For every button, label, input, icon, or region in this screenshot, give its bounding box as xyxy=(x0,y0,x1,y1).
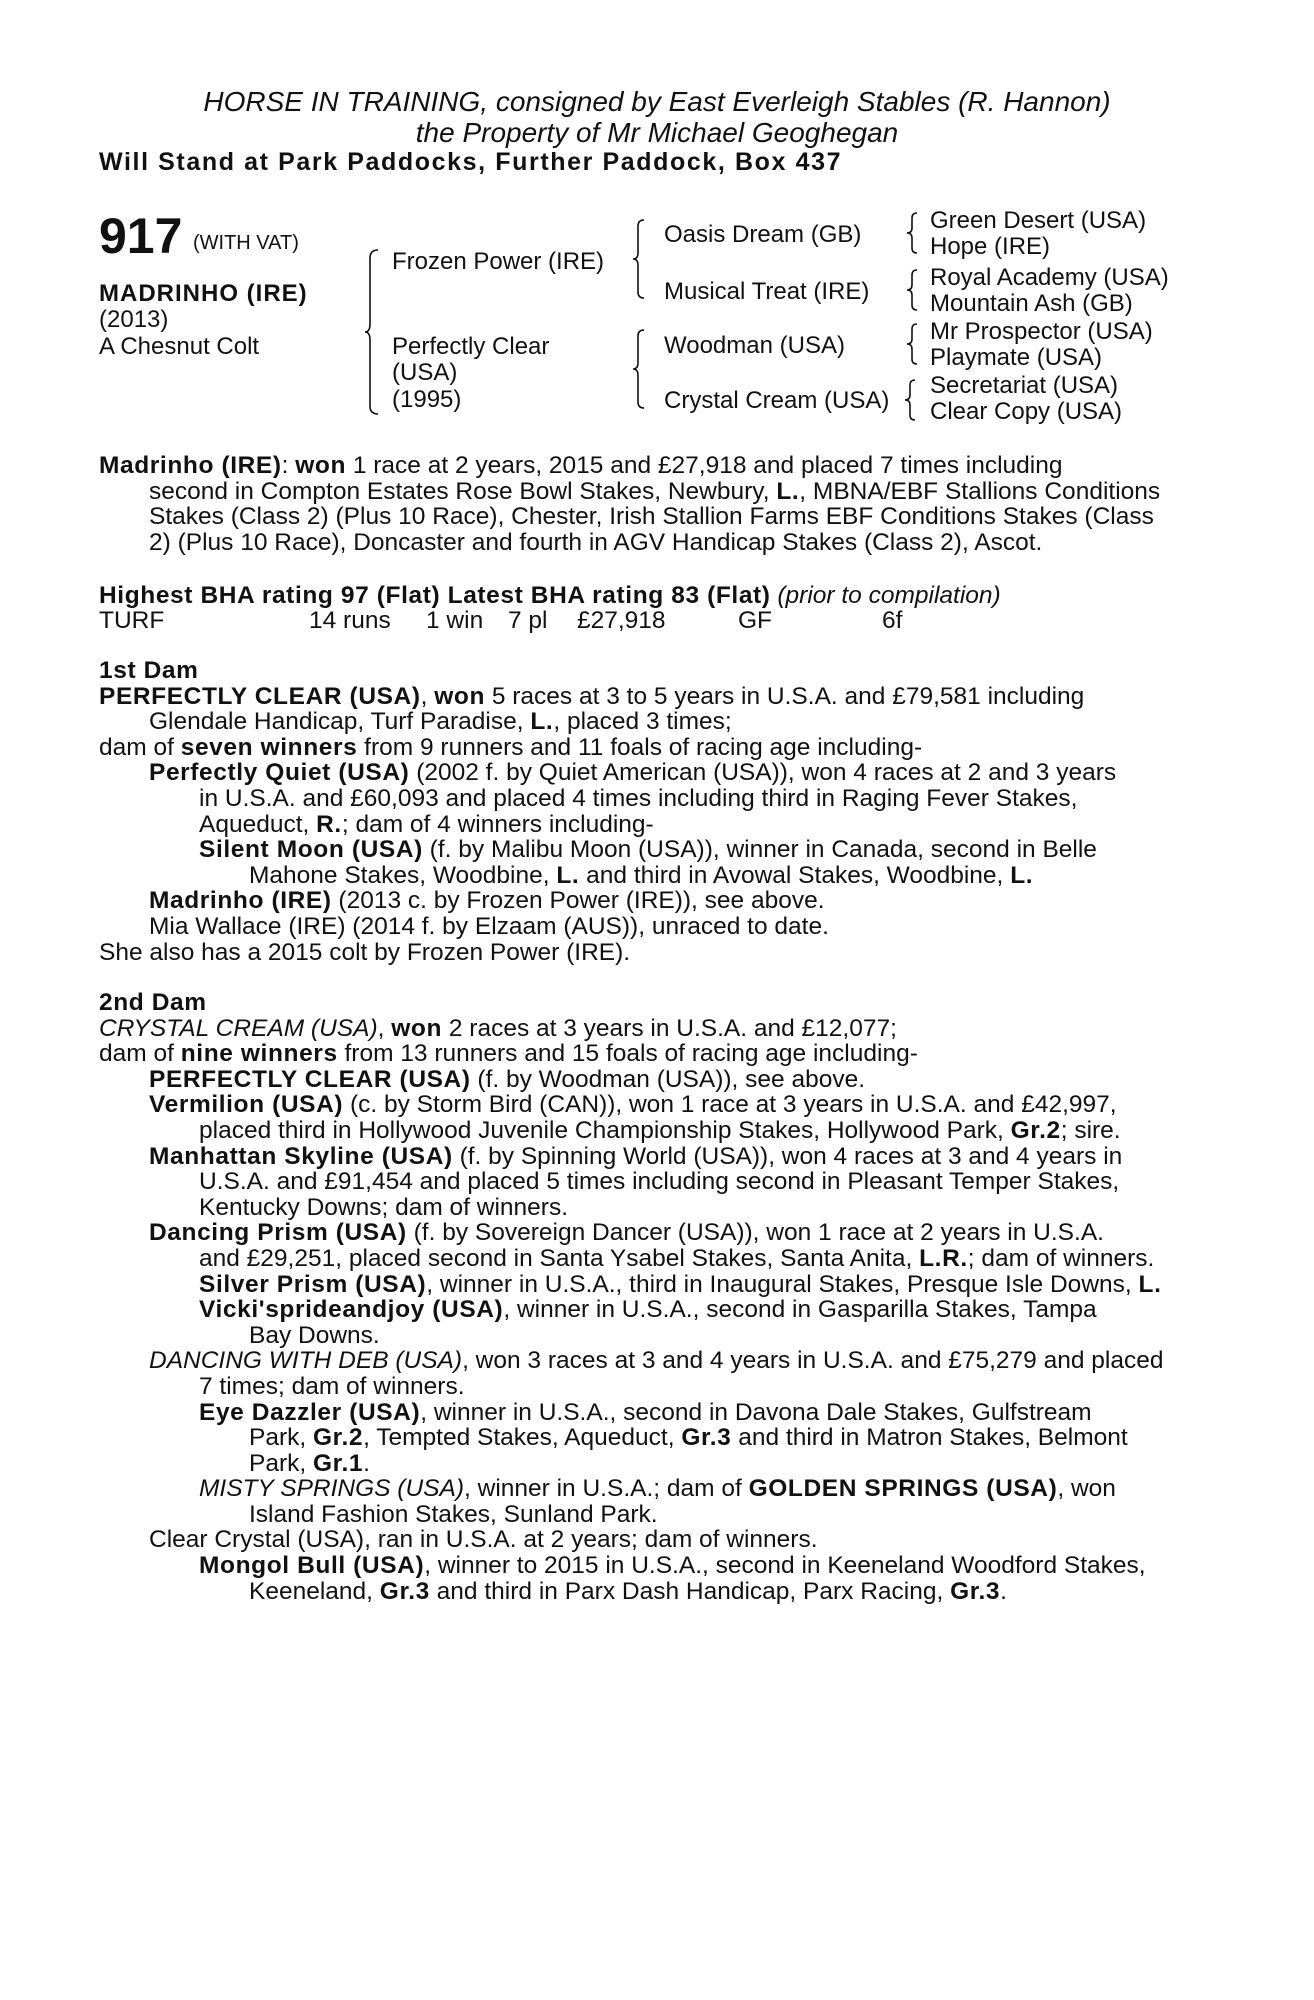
section-heading: 2nd Dam xyxy=(99,989,207,1016)
produce-line: Dancing Prism (USA) (f. by Sovereign Dancer (USA)), won 1 race at 2 years in U.S.A. xyxy=(149,1219,1104,1247)
dam-line: Glendale Handicap, Turf Paradise, L., placed 3 times; xyxy=(149,708,732,736)
horse-description: A Chesnut Colt xyxy=(99,333,260,360)
record-runs: 14 runs xyxy=(309,607,391,634)
summary-line: Stakes (Class 2) (Plus 10 Race), Chester, Irish Stallion Farms EBF Conditions Stakes (Class xyxy=(149,503,1154,531)
record-distance: 6f xyxy=(882,607,903,634)
dam-line: PERFECTLY CLEAR (USA), won 5 races at 3 to 5 years in U.S.A. and £79,581 including xyxy=(99,682,1085,710)
produce-line: Silver Prism (USA), winner in U.S.A., third in Inaugural Stakes, Presque Isle Downs, L. xyxy=(199,1270,1162,1298)
pedigree-brace-dam xyxy=(632,328,648,410)
produce-line: placed third in Hollywood Juvenile Championship Stakes, Hollywood Park, Gr.2; sire. xyxy=(199,1116,1121,1144)
pedigree-sds: Royal Academy (USA) xyxy=(930,264,1169,291)
pedigree-dss: Mr Prospector (USA) xyxy=(930,318,1153,345)
produce-line: Vicki'sprideandjoy (USA), winner in U.S.A., second in Gasparilla Stakes, Tampa xyxy=(199,1296,1097,1324)
pedigree-dam: Perfectly Clear xyxy=(392,333,550,360)
owner-line: the Property of Mr Michael Geoghegan xyxy=(415,117,899,148)
pedigree-dam-year: (1995) xyxy=(392,386,462,413)
produce-line: Mia Wallace (IRE) (2014 f. by Elzaam (AUS)), unraced to date. xyxy=(149,912,829,940)
produce-line: PERFECTLY CLEAR (USA) (f. by Woodman (USA)), see above. xyxy=(149,1065,866,1093)
catalogue-heading: HORSE IN TRAINING, consigned by East Everleigh Stables (R. Hannon) xyxy=(203,86,1111,117)
record-going: GF xyxy=(738,607,773,634)
section-heading: 1st Dam xyxy=(99,657,199,684)
produce-line: Mahone Stakes, Woodbine, L. and third in Avowal Stakes, Woodbine, L. xyxy=(249,861,1034,889)
produce-line: Aqueduct, R.; dam of 4 winners including- xyxy=(199,810,654,838)
race-summary xyxy=(99,453,1205,555)
produce-line: Vermilion (USA) (c. by Storm Bird (CAN)), won 1 race at 3 years in U.S.A. and £42,997, xyxy=(149,1091,1117,1119)
pedigree-sire-sire: Oasis Dream (GB) xyxy=(664,221,862,248)
second-dam-section xyxy=(99,990,1205,1604)
produce-line: Keeneland, Gr.3 and third in Parx Dash Handicap, Parx Racing, Gr.3. xyxy=(249,1577,1007,1605)
pedigree-sire-dam: Musical Treat (IRE) xyxy=(664,278,870,305)
produce-line: Mongol Bull (USA), winner to 2015 in U.S.A., second in Keeneland Woodford Stakes, xyxy=(199,1552,1146,1580)
record-placed: 7 pl xyxy=(508,607,548,634)
pedigree-dsd: Playmate (USA) xyxy=(930,344,1103,371)
produce-line: in U.S.A. and £60,093 and placed 4 times including third in Raging Fever Stakes, xyxy=(199,784,1078,812)
pedigree-dds: Secretariat (USA) xyxy=(930,372,1119,399)
produce-line: She also has a 2015 colt by Frozen Power (IRE). xyxy=(99,938,631,966)
horse-name: MADRINHO (IRE) xyxy=(99,280,308,307)
bha-ratings: Highest BHA rating 97 (Flat) Latest BHA rating 83 (Flat) (prior to compilation) xyxy=(99,582,1001,609)
vat-note: (WITH VAT) xyxy=(193,232,299,254)
produce-line: Park, Gr.1. xyxy=(249,1449,370,1477)
produce-line: Kentucky Downs; dam of winners. xyxy=(199,1193,569,1221)
pedigree-sire: Frozen Power (IRE) xyxy=(392,248,605,275)
pedigree-brace-sire xyxy=(632,218,648,300)
pedigree-brace-ds xyxy=(906,322,920,366)
foaling-year: (2013) xyxy=(99,306,169,333)
pedigree-brace-dd xyxy=(904,378,918,422)
record-surface: TURF xyxy=(99,607,165,634)
summary-line: Madrinho (IRE): won 1 race at 2 years, 2015 and £27,918 and placed 7 times including xyxy=(99,452,1063,479)
produce-line: Perfectly Quiet (USA) (2002 f. by Quiet American (USA)), won 4 races at 2 and 3 years xyxy=(149,759,1117,787)
pedigree-dam-dam: Crystal Cream (USA) xyxy=(664,387,890,414)
produce-line: Silent Moon (USA) (f. by Malibu Moon (USA)), winner in Canada, second in Belle xyxy=(199,836,1097,864)
dam-line: dam of nine winners from 13 runners and 15 foals of racing age including- xyxy=(99,1040,918,1068)
record-wins: 1 win xyxy=(426,607,484,634)
dam-line: dam of seven winners from 9 runners and 11 foals of racing age including- xyxy=(99,733,923,761)
turf-record xyxy=(99,607,1199,635)
produce-line: U.S.A. and £91,454 and placed 5 times including second in Pleasant Temper Stakes, xyxy=(199,1168,1120,1196)
produce-line: and £29,251, placed second in Santa Ysabel Stakes, Santa Anita, L.R.; dam of winners. xyxy=(199,1244,1155,1272)
pedigree-brace-sd xyxy=(906,268,920,312)
produce-line: Manhattan Skyline (USA) (f. by Spinning World (USA)), won 4 races at 3 and 4 years in xyxy=(149,1142,1123,1170)
pedigree-ssd: Hope (IRE) xyxy=(930,233,1051,260)
pedigree-sss: Green Desert (USA) xyxy=(930,207,1147,234)
pedigree-dam-sire: Woodman (USA) xyxy=(664,332,845,359)
record-prize: £27,918 xyxy=(577,607,666,634)
produce-line: Clear Crystal (USA), ran in U.S.A. at 2 years; dam of winners. xyxy=(149,1526,818,1554)
produce-line: Eye Dazzler (USA), winner in U.S.A., second in Davona Dale Stakes, Gulfstream xyxy=(199,1398,1092,1426)
pedigree-dam-country: (USA) xyxy=(392,359,458,386)
pedigree-sdd: Mountain Ash (GB) xyxy=(930,290,1133,317)
first-dam-section xyxy=(99,658,1205,965)
summary-line: second in Compton Estates Rose Bowl Stakes, Newbury, L., MBNA/EBF Stallions Conditions xyxy=(149,477,1161,505)
pedigree-brace-gen1 xyxy=(364,248,384,416)
summary-line: 2) (Plus 10 Race), Doncaster and fourth in AGV Handicap Stakes (Class 2), Ascot. xyxy=(149,528,1043,556)
stabling-location: Will Stand at Park Paddocks, Further Paddock, Box 437 xyxy=(99,148,843,176)
pedigree-brace-ss xyxy=(906,211,920,255)
pedigree-ddd: Clear Copy (USA) xyxy=(930,398,1123,425)
produce-line: Park, Gr.2, Tempted Stakes, Aqueduct, Gr.3 and third in Matron Stakes, Belmont xyxy=(249,1424,1128,1452)
produce-line: DANCING WITH DEB (USA), won 3 races at 3 and 4 years in U.S.A. and £75,279 and placed xyxy=(149,1347,1164,1375)
lot-number: 917 xyxy=(99,208,183,264)
produce-line: Bay Downs. xyxy=(249,1321,380,1349)
produce-line: 7 times; dam of winners. xyxy=(199,1372,465,1400)
produce-line: MISTY SPRINGS (USA), winner in U.S.A.; dam of GOLDEN SPRINGS (USA), won xyxy=(199,1475,1116,1503)
produce-line: Island Fashion Stakes, Sunland Park. xyxy=(249,1500,658,1528)
produce-line: Madrinho (IRE) (2013 c. by Frozen Power (IRE)), see above. xyxy=(149,887,825,915)
dam-line: CRYSTAL CREAM (USA), won 2 races at 3 years in U.S.A. and £12,077; xyxy=(99,1014,897,1042)
